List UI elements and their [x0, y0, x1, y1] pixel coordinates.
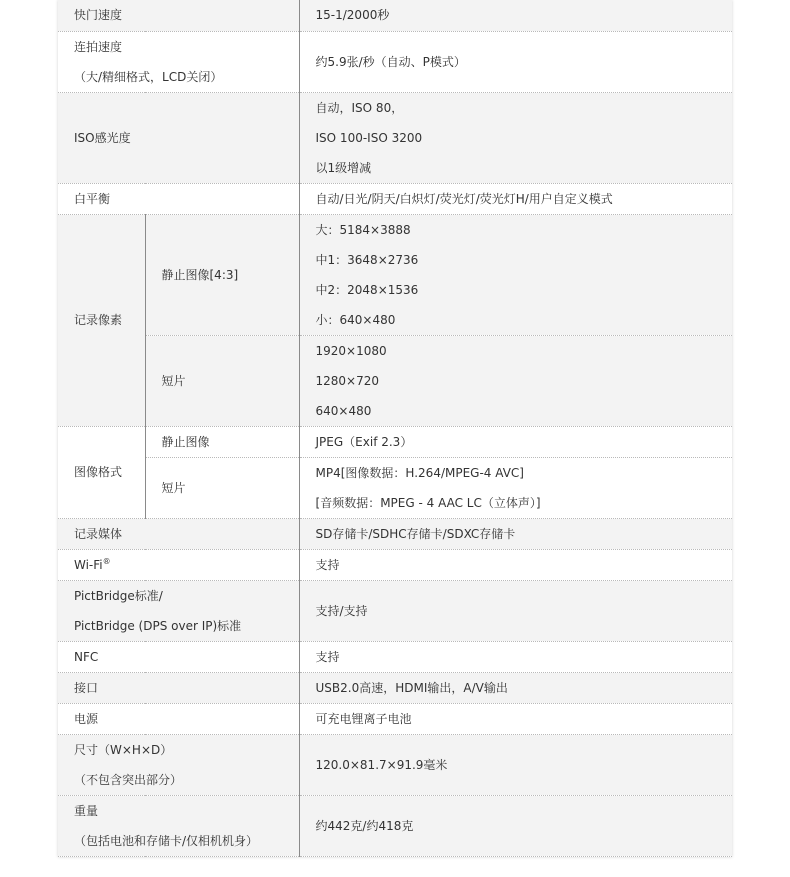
- spec-row-shutter-speed: [58, 0, 732, 31]
- spec-value: [299, 457, 732, 518]
- spec-label-line: PictBridge标准/: [74, 588, 163, 603]
- spec-label-line: （大/精细格式，LCD关闭）: [74, 69, 223, 84]
- spec-value: 支持/支持: [299, 580, 732, 641]
- spec-label-line: 连拍速度: [74, 39, 123, 54]
- spec-label: [58, 734, 299, 795]
- spec-value-line: 640×480: [315, 403, 372, 418]
- spec-value-line: ISO 100-ISO 3200: [315, 130, 423, 145]
- spec-value: 可充电锂离子电池: [299, 703, 732, 734]
- spec-value-line: 大：5184×3888: [315, 222, 411, 237]
- spec-value-line: 中2：2048×1536: [315, 282, 419, 297]
- spec-value: 约442克/约418克: [299, 795, 732, 856]
- spec-value: [299, 335, 732, 426]
- spec-value: [299, 92, 732, 183]
- spec-value: 支持: [299, 641, 732, 672]
- spec-label: [58, 31, 299, 92]
- spec-value: [299, 214, 732, 335]
- spec-sublabel: 静止图像[4:3]: [145, 214, 299, 335]
- spec-value-line: 小：640×480: [315, 312, 396, 327]
- spec-row-recording-media: [58, 518, 732, 549]
- spec-row-nfc: [58, 641, 732, 672]
- spec-label: 图像格式: [58, 426, 145, 518]
- spec-row-weight: [58, 795, 732, 856]
- spec-value: 支持: [299, 549, 732, 580]
- spec-label: [58, 580, 299, 641]
- spec-value: USB2.0高速，HDMI输出，A/V输出: [299, 672, 732, 703]
- spec-label: NFC: [58, 641, 299, 672]
- spec-label-line: 重量: [74, 803, 99, 818]
- spec-row-image-format-movie: [58, 457, 732, 518]
- spec-row-recording-pixels-movie: [58, 335, 732, 426]
- spec-label: 快门速度: [58, 0, 299, 31]
- spec-value: 自动/日光/阴天/白炽灯/荧光灯/荧光灯H/用户自定义模式: [299, 183, 732, 214]
- spec-table-container: [58, 0, 732, 857]
- spec-label-line: （不包含突出部分）: [74, 772, 183, 787]
- spec-value-line: 自动，ISO 80，: [315, 100, 404, 115]
- spec-value: 120.0×81.7×91.9毫米: [299, 734, 732, 795]
- spec-label: ISO感光度: [58, 92, 299, 183]
- spec-value: 15-1/2000秒: [299, 0, 732, 31]
- spec-label: 白平衡: [58, 183, 299, 214]
- spec-sublabel: 短片: [145, 457, 299, 518]
- spec-row-power: [58, 703, 732, 734]
- spec-value: JPEG（Exif 2.3）: [299, 426, 732, 457]
- spec-value-line: MP4[图像数据：H.264/MPEG-4 AVC]: [315, 465, 524, 480]
- spec-row-recording-pixels-still: [58, 214, 732, 335]
- spec-label: 记录媒体: [58, 518, 299, 549]
- spec-row-white-balance: [58, 183, 732, 214]
- spec-value: 约5.9张/秒（自动、P模式）: [299, 31, 732, 92]
- spec-label: 记录像素: [58, 214, 145, 426]
- spec-row-dimensions: [58, 734, 732, 795]
- spec-label-line: （包括电池和存储卡/仅相机机身）: [74, 833, 259, 848]
- spec-row-wifi: [58, 549, 732, 580]
- wifi-label-text: Wi-Fi: [74, 557, 103, 572]
- registered-mark: ®: [102, 556, 111, 566]
- spec-sublabel: 短片: [145, 335, 299, 426]
- spec-row-image-format-still: [58, 426, 732, 457]
- spec-value: SD存储卡/SDHC存储卡/SDXC存储卡: [299, 518, 732, 549]
- spec-value-line: [音频数据：MPEG - 4 AAC LC（立体声）]: [315, 495, 541, 510]
- spec-value-line: 1920×1080: [315, 343, 387, 358]
- spec-label: [58, 549, 299, 580]
- spec-table: [58, 0, 732, 857]
- spec-value-line: 以1级增减: [315, 160, 372, 175]
- spec-label-line: PictBridge (DPS over IP)标准: [74, 618, 242, 633]
- spec-value-line: 1280×720: [315, 373, 380, 388]
- spec-row-iso: [58, 92, 732, 183]
- spec-label-line: 尺寸（W×H×D）: [74, 742, 173, 757]
- spec-label: 电源: [58, 703, 299, 734]
- spec-row-pictbridge: [58, 580, 732, 641]
- spec-row-continuous-shooting: [58, 31, 732, 92]
- spec-label: 接口: [58, 672, 299, 703]
- spec-row-interface: [58, 672, 732, 703]
- spec-sublabel: 静止图像: [145, 426, 299, 457]
- spec-value-line: 中1：3648×2736: [315, 252, 419, 267]
- spec-label: [58, 795, 299, 856]
